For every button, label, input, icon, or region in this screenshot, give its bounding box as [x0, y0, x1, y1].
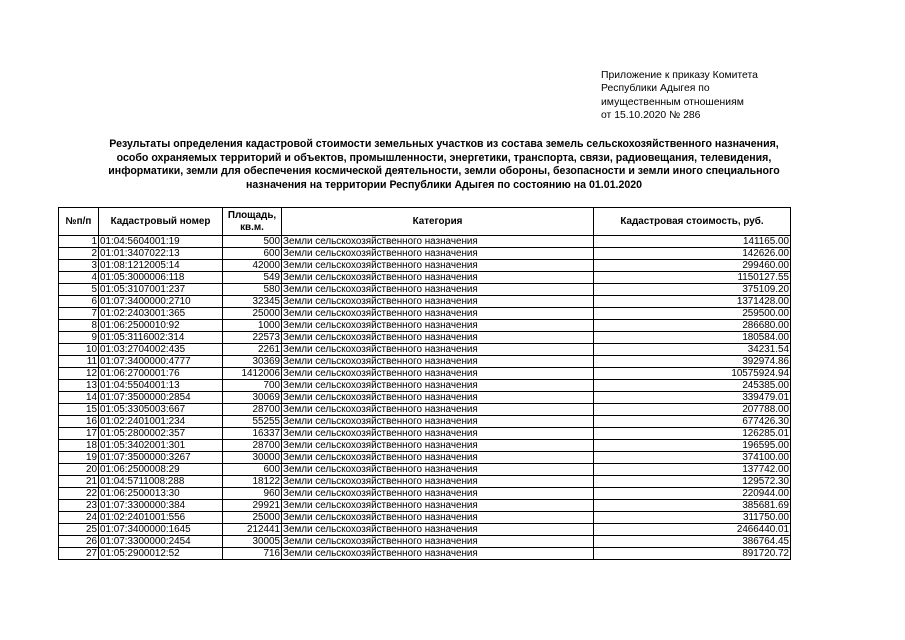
title-line: Результаты определения кадастровой стоимости земельных участков из состава земель сельскохозяйственного назначения,: [109, 138, 779, 150]
cell-cadastral-number: 01:02:2401001:234: [99, 416, 223, 428]
cell-num: 16: [59, 416, 99, 428]
cell-cadastral-number: 01:05:3107001:237: [99, 284, 223, 296]
table-row: [59, 392, 791, 404]
cell-category: Земли сельскохозяйственного назначения: [282, 356, 594, 368]
cell-area: 22573: [223, 332, 282, 344]
cell-num: 1: [59, 236, 99, 248]
cell-cadastral-cost: 220944.00: [594, 488, 791, 500]
cell-num: 2: [59, 248, 99, 260]
appendix-line: от 15.10.2020 № 286: [601, 110, 701, 122]
table-row: [59, 296, 791, 308]
header-cadastral-number: Кадастровый номер: [99, 208, 223, 236]
appendix-line: Приложение к приказу Комитета: [601, 70, 758, 81]
table-row: [59, 248, 791, 260]
cell-category: Земли сельскохозяйственного назначения: [282, 548, 594, 560]
header-category: Категория: [282, 208, 594, 236]
cell-category: Земли сельскохозяйственного назначения: [282, 512, 594, 524]
cell-category: Земли сельскохозяйственного назначения: [282, 344, 594, 356]
cell-num: 20: [59, 464, 99, 476]
cell-cadastral-number: 01:04:5604001:19: [99, 236, 223, 248]
cell-category: Земли сельскохозяйственного назначения: [282, 320, 594, 332]
table-row: [59, 536, 791, 548]
cell-cadastral-number: 01:08:1212005:14: [99, 260, 223, 272]
table-row: [59, 308, 791, 320]
title-line: информатики, земли для обеспечения космической деятельности, земли обороны, безопасности и земли иного специального: [108, 165, 780, 177]
table-row: [59, 380, 791, 392]
cadastral-value-table: [58, 207, 791, 560]
table-body: [59, 236, 791, 560]
cell-num: 4: [59, 272, 99, 284]
cell-category: Земли сельскохозяйственного назначения: [282, 236, 594, 248]
cell-num: 6: [59, 296, 99, 308]
cell-cadastral-cost: 34231.54: [594, 344, 791, 356]
cell-category: Земли сельскохозяйственного назначения: [282, 380, 594, 392]
cell-cadastral-cost: 386764.45: [594, 536, 791, 548]
cell-num: 27: [59, 548, 99, 560]
cell-cadastral-number: 01:06:2500010:92: [99, 320, 223, 332]
table-row: [59, 272, 791, 284]
cell-cadastral-cost: 180584.00: [594, 332, 791, 344]
cell-category: Земли сельскохозяйственного назначения: [282, 404, 594, 416]
cell-cadastral-number: 01:06:2500008:29: [99, 464, 223, 476]
table-row: [59, 476, 791, 488]
cell-cadastral-cost: 392974.86: [594, 356, 791, 368]
cell-area: 2261: [223, 344, 282, 356]
header-num: №п/п: [59, 208, 99, 236]
cell-num: 18: [59, 440, 99, 452]
cell-area: 960: [223, 488, 282, 500]
cell-category: Земли сельскохозяйственного назначения: [282, 428, 594, 440]
table-row: [59, 548, 791, 560]
table-row: [59, 284, 791, 296]
cell-num: 23: [59, 500, 99, 512]
cell-cadastral-number: 01:02:2403001:365: [99, 308, 223, 320]
cell-cadastral-cost: 142626.00: [594, 248, 791, 260]
cell-cadastral-cost: 1150127.55: [594, 272, 791, 284]
document-title: [52, 138, 836, 192]
cell-category: Земли сельскохозяйственного назначения: [282, 488, 594, 500]
cell-cadastral-number: 01:02:2401001:556: [99, 512, 223, 524]
cell-cadastral-cost: 245385.00: [594, 380, 791, 392]
cell-num: 14: [59, 392, 99, 404]
cell-num: 21: [59, 476, 99, 488]
cell-cadastral-cost: 385681.69: [594, 500, 791, 512]
cell-num: 24: [59, 512, 99, 524]
cell-category: Земли сельскохозяйственного назначения: [282, 476, 594, 488]
cell-area: 30000: [223, 452, 282, 464]
table-row: [59, 320, 791, 332]
cell-area: 30369: [223, 356, 282, 368]
cell-cadastral-number: 01:04:5504001:13: [99, 380, 223, 392]
cell-area: 600: [223, 248, 282, 260]
cell-category: Земли сельскохозяйственного назначения: [282, 296, 594, 308]
cell-cadastral-cost: 126285.01: [594, 428, 791, 440]
cell-cadastral-cost: 129572.30: [594, 476, 791, 488]
appendix-line: имущественным отношениям: [601, 96, 744, 108]
cell-num: 19: [59, 452, 99, 464]
header-area: [223, 208, 282, 236]
cell-cadastral-number: 01:06:2700001:76: [99, 368, 223, 380]
cell-cadastral-number: 01:01:3407022:13: [99, 248, 223, 260]
cell-area: 30005: [223, 536, 282, 548]
cell-cadastral-cost: 374100.00: [594, 452, 791, 464]
cell-cadastral-number: 01:05:2800002:357: [99, 428, 223, 440]
cell-cadastral-number: 01:07:3500000:3267: [99, 452, 223, 464]
cell-cadastral-cost: 1371428.00: [594, 296, 791, 308]
cell-num: 22: [59, 488, 99, 500]
table-row: [59, 512, 791, 524]
cell-area: 716: [223, 548, 282, 560]
cell-category: Земли сельскохозяйственного назначения: [282, 416, 594, 428]
table-row: [59, 236, 791, 248]
cell-area: 500: [223, 236, 282, 248]
cell-cadastral-cost: 311750.00: [594, 512, 791, 524]
cell-category: Земли сельскохозяйственного назначения: [282, 332, 594, 344]
cell-area: 28700: [223, 440, 282, 452]
cell-cadastral-cost: 141165.00: [594, 236, 791, 248]
cell-num: 9: [59, 332, 99, 344]
cell-area: 29921: [223, 500, 282, 512]
cell-cadastral-number: 01:06:2500013:30: [99, 488, 223, 500]
cell-cadastral-cost: 677426.30: [594, 416, 791, 428]
cell-cadastral-cost: 375109.20: [594, 284, 791, 296]
cell-num: 15: [59, 404, 99, 416]
cell-cadastral-number: 01:07:3500000:2854: [99, 392, 223, 404]
cell-cadastral-number: 01:07:3400000:1645: [99, 524, 223, 536]
cell-category: Земли сельскохозяйственного назначения: [282, 260, 594, 272]
cell-num: 11: [59, 356, 99, 368]
cell-area: 580: [223, 284, 282, 296]
cell-area: 212441: [223, 524, 282, 536]
cell-num: 3: [59, 260, 99, 272]
cell-area: 18122: [223, 476, 282, 488]
cell-cadastral-cost: 891720.72: [594, 548, 791, 560]
table-row: [59, 260, 791, 272]
cell-area: 55255: [223, 416, 282, 428]
cell-cadastral-number: 01:07:3300000:2454: [99, 536, 223, 548]
cell-category: Земли сельскохозяйственного назначения: [282, 368, 594, 380]
cell-area: 30069: [223, 392, 282, 404]
cell-cadastral-cost: 299460.00: [594, 260, 791, 272]
cell-cadastral-number: 01:05:3116002:314: [99, 332, 223, 344]
cell-cadastral-cost: 259500.00: [594, 308, 791, 320]
cell-cadastral-number: 01:03:2704002:435: [99, 344, 223, 356]
cell-num: 7: [59, 308, 99, 320]
cell-category: Земли сельскохозяйственного назначения: [282, 392, 594, 404]
header-area-line2: кв.м.: [240, 221, 264, 233]
cell-num: 26: [59, 536, 99, 548]
header-cadastral-cost: Кадастровая стоимость, руб.: [594, 208, 791, 236]
cell-area: 700: [223, 380, 282, 392]
cell-cadastral-number: 01:07:3400000:2710: [99, 296, 223, 308]
cell-area: 25000: [223, 512, 282, 524]
cell-area: 549: [223, 272, 282, 284]
cell-cadastral-cost: 286680.00: [594, 320, 791, 332]
cell-area: 25000: [223, 308, 282, 320]
cell-category: Земли сельскохозяйственного назначения: [282, 536, 594, 548]
table-row: [59, 416, 791, 428]
cell-cadastral-cost: 10575924.94: [594, 368, 791, 380]
appendix-line: Республики Адыгея по: [601, 83, 710, 95]
title-line: особо охраняемых территорий и объектов, промышленности, энергетики, транспорта, связи, радиовещания, телевидения,: [116, 151, 772, 164]
cell-category: Земли сельскохозяйственного назначения: [282, 248, 594, 260]
cell-category: Земли сельскохозяйственного назначения: [282, 284, 594, 296]
table-row: [59, 524, 791, 536]
cell-cadastral-number: 01:07:3400000:4777: [99, 356, 223, 368]
appendix-note: [601, 69, 861, 123]
cell-num: 12: [59, 368, 99, 380]
cell-area: 600: [223, 464, 282, 476]
table-row: [59, 332, 791, 344]
title-line: назначения на территории Республики Адыгея по состоянию на 01.01.2020: [245, 178, 643, 191]
cell-cadastral-number: 01:05:2900012:52: [99, 548, 223, 560]
table-header-row: [59, 208, 791, 236]
cell-category: Земли сельскохозяйственного назначения: [282, 272, 594, 284]
cell-num: 17: [59, 428, 99, 440]
cell-cadastral-number: 01:05:3305003:667: [99, 404, 223, 416]
cell-area: 16337: [223, 428, 282, 440]
cell-num: 25: [59, 524, 99, 536]
cell-cadastral-number: 01:04:5711008:288: [99, 476, 223, 488]
cell-cadastral-cost: 137742.00: [594, 464, 791, 476]
table-row: [59, 440, 791, 452]
cell-category: Земли сельскохозяйственного назначения: [282, 524, 594, 536]
table-row: [59, 344, 791, 356]
table-row: [59, 452, 791, 464]
cell-area: 1000: [223, 320, 282, 332]
cell-category: Земли сельскохозяйственного назначения: [282, 464, 594, 476]
cell-num: 13: [59, 380, 99, 392]
cell-num: 10: [59, 344, 99, 356]
cell-cadastral-cost: 196595.00: [594, 440, 791, 452]
cell-cadastral-cost: 339479.01: [594, 392, 791, 404]
cell-category: Земли сельскохозяйственного назначения: [282, 308, 594, 320]
cell-num: 8: [59, 320, 99, 332]
cell-area: 42000: [223, 260, 282, 272]
table-row: [59, 404, 791, 416]
cell-cadastral-cost: 2466440.01: [594, 524, 791, 536]
cell-category: Земли сельскохозяйственного назначения: [282, 440, 594, 452]
cell-num: 5: [59, 284, 99, 296]
cell-area: 1412006: [223, 368, 282, 380]
cell-cadastral-number: 01:05:3402001:301: [99, 440, 223, 452]
cell-cadastral-number: 01:07:3300000:384: [99, 500, 223, 512]
cell-category: Земли сельскохозяйственного назначения: [282, 500, 594, 512]
table-row: [59, 428, 791, 440]
cell-area: 32345: [223, 296, 282, 308]
table-row: [59, 356, 791, 368]
table-row: [59, 488, 791, 500]
cell-category: Земли сельскохозяйственного назначения: [282, 452, 594, 464]
table-row: [59, 500, 791, 512]
table-row: [59, 464, 791, 476]
cell-cadastral-number: 01:05:3000006:118: [99, 272, 223, 284]
cell-cadastral-cost: 207788.00: [594, 404, 791, 416]
header-area-line1: Площадь,: [227, 210, 277, 221]
table-row: [59, 368, 791, 380]
cell-area: 28700: [223, 404, 282, 416]
